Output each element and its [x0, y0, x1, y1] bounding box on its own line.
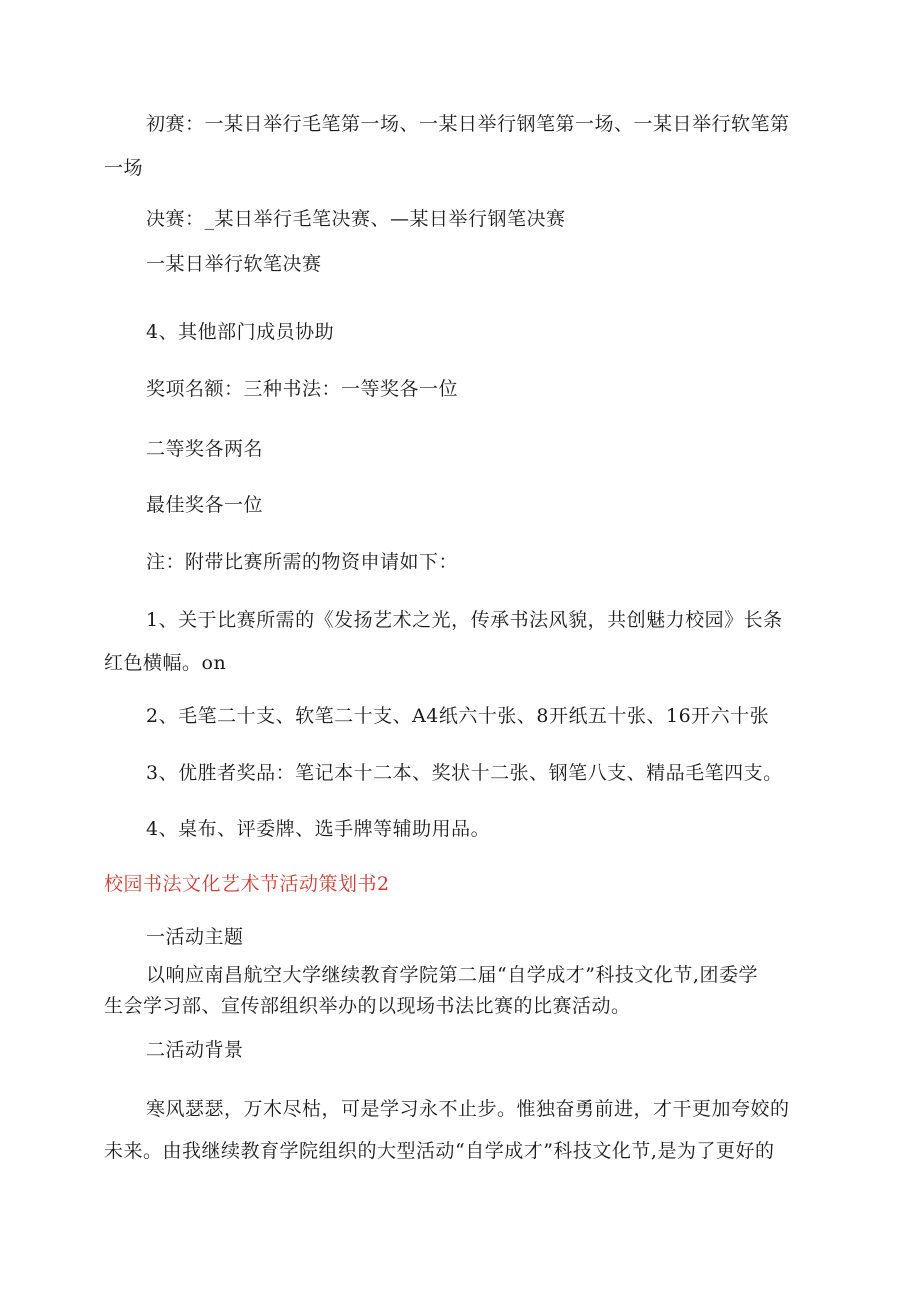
second-prize-line: 二等奖各两名: [146, 438, 264, 460]
activity-theme-heading: 一活动主题: [146, 926, 244, 948]
activity-theme-line: 以响应南昌航空大学继续教育学院第二届“自学成才”科技文化节,团委学: [146, 964, 758, 986]
supply-item-4-line: 4、桌布、评委牌、选手牌等辅助用品。: [146, 818, 491, 840]
awards-line: 奖项名额：三种书法：一等奖各一位: [146, 378, 459, 400]
preliminary-round-line: 初赛：一某日举行毛笔第一场、一某日举行钢笔第一场、一某日举行软笔第: [146, 113, 790, 135]
activity-background-line-cont: 未来。由我继续教育学院组织的大型活动“自学成才”科技文化节,是为了更好的: [104, 1140, 775, 1162]
preliminary-round-line-cont: 一场: [104, 157, 144, 179]
supply-item-1-line-cont: 红色横幅。on: [104, 652, 227, 674]
section-4-line: 4、其他部门成员协助: [146, 321, 335, 343]
supply-item-2-line: 2、毛笔二十支、软笔二十支、A4纸六十张、8开纸五十张、16开六十张: [146, 705, 770, 727]
note-line: 注：附带比赛所需的物资申请如下：: [146, 551, 459, 573]
activity-theme-line-cont: 生会学习部、宣传部组织举办的以现场书法比赛的比赛活动。: [104, 995, 631, 1017]
final-round-line-2: 一某日举行软笔决赛: [146, 253, 322, 275]
section-heading: 校园书法文化艺术节活动策划书2: [104, 873, 390, 895]
final-round-line: 决赛：_某日举行毛笔决赛、—某日举行钢笔决赛: [146, 208, 566, 230]
supply-item-1-line: 1、关于比赛所需的《发扬艺术之光，传承书法风貌，共创魅力校园》长条: [146, 609, 783, 631]
activity-background-heading: 二活动背景: [146, 1039, 244, 1061]
best-prize-line: 最佳奖各一位: [146, 494, 264, 516]
supply-item-3-line: 3、优胜者奖品：笔记本十二本、奖状十二张、钢笔八支、精品毛笔四支。: [146, 762, 783, 784]
activity-background-line: 寒风瑟瑟，万木尽枯，可是学习永不止步。惟独奋勇前进，才干更加夸姣的: [146, 1098, 790, 1120]
